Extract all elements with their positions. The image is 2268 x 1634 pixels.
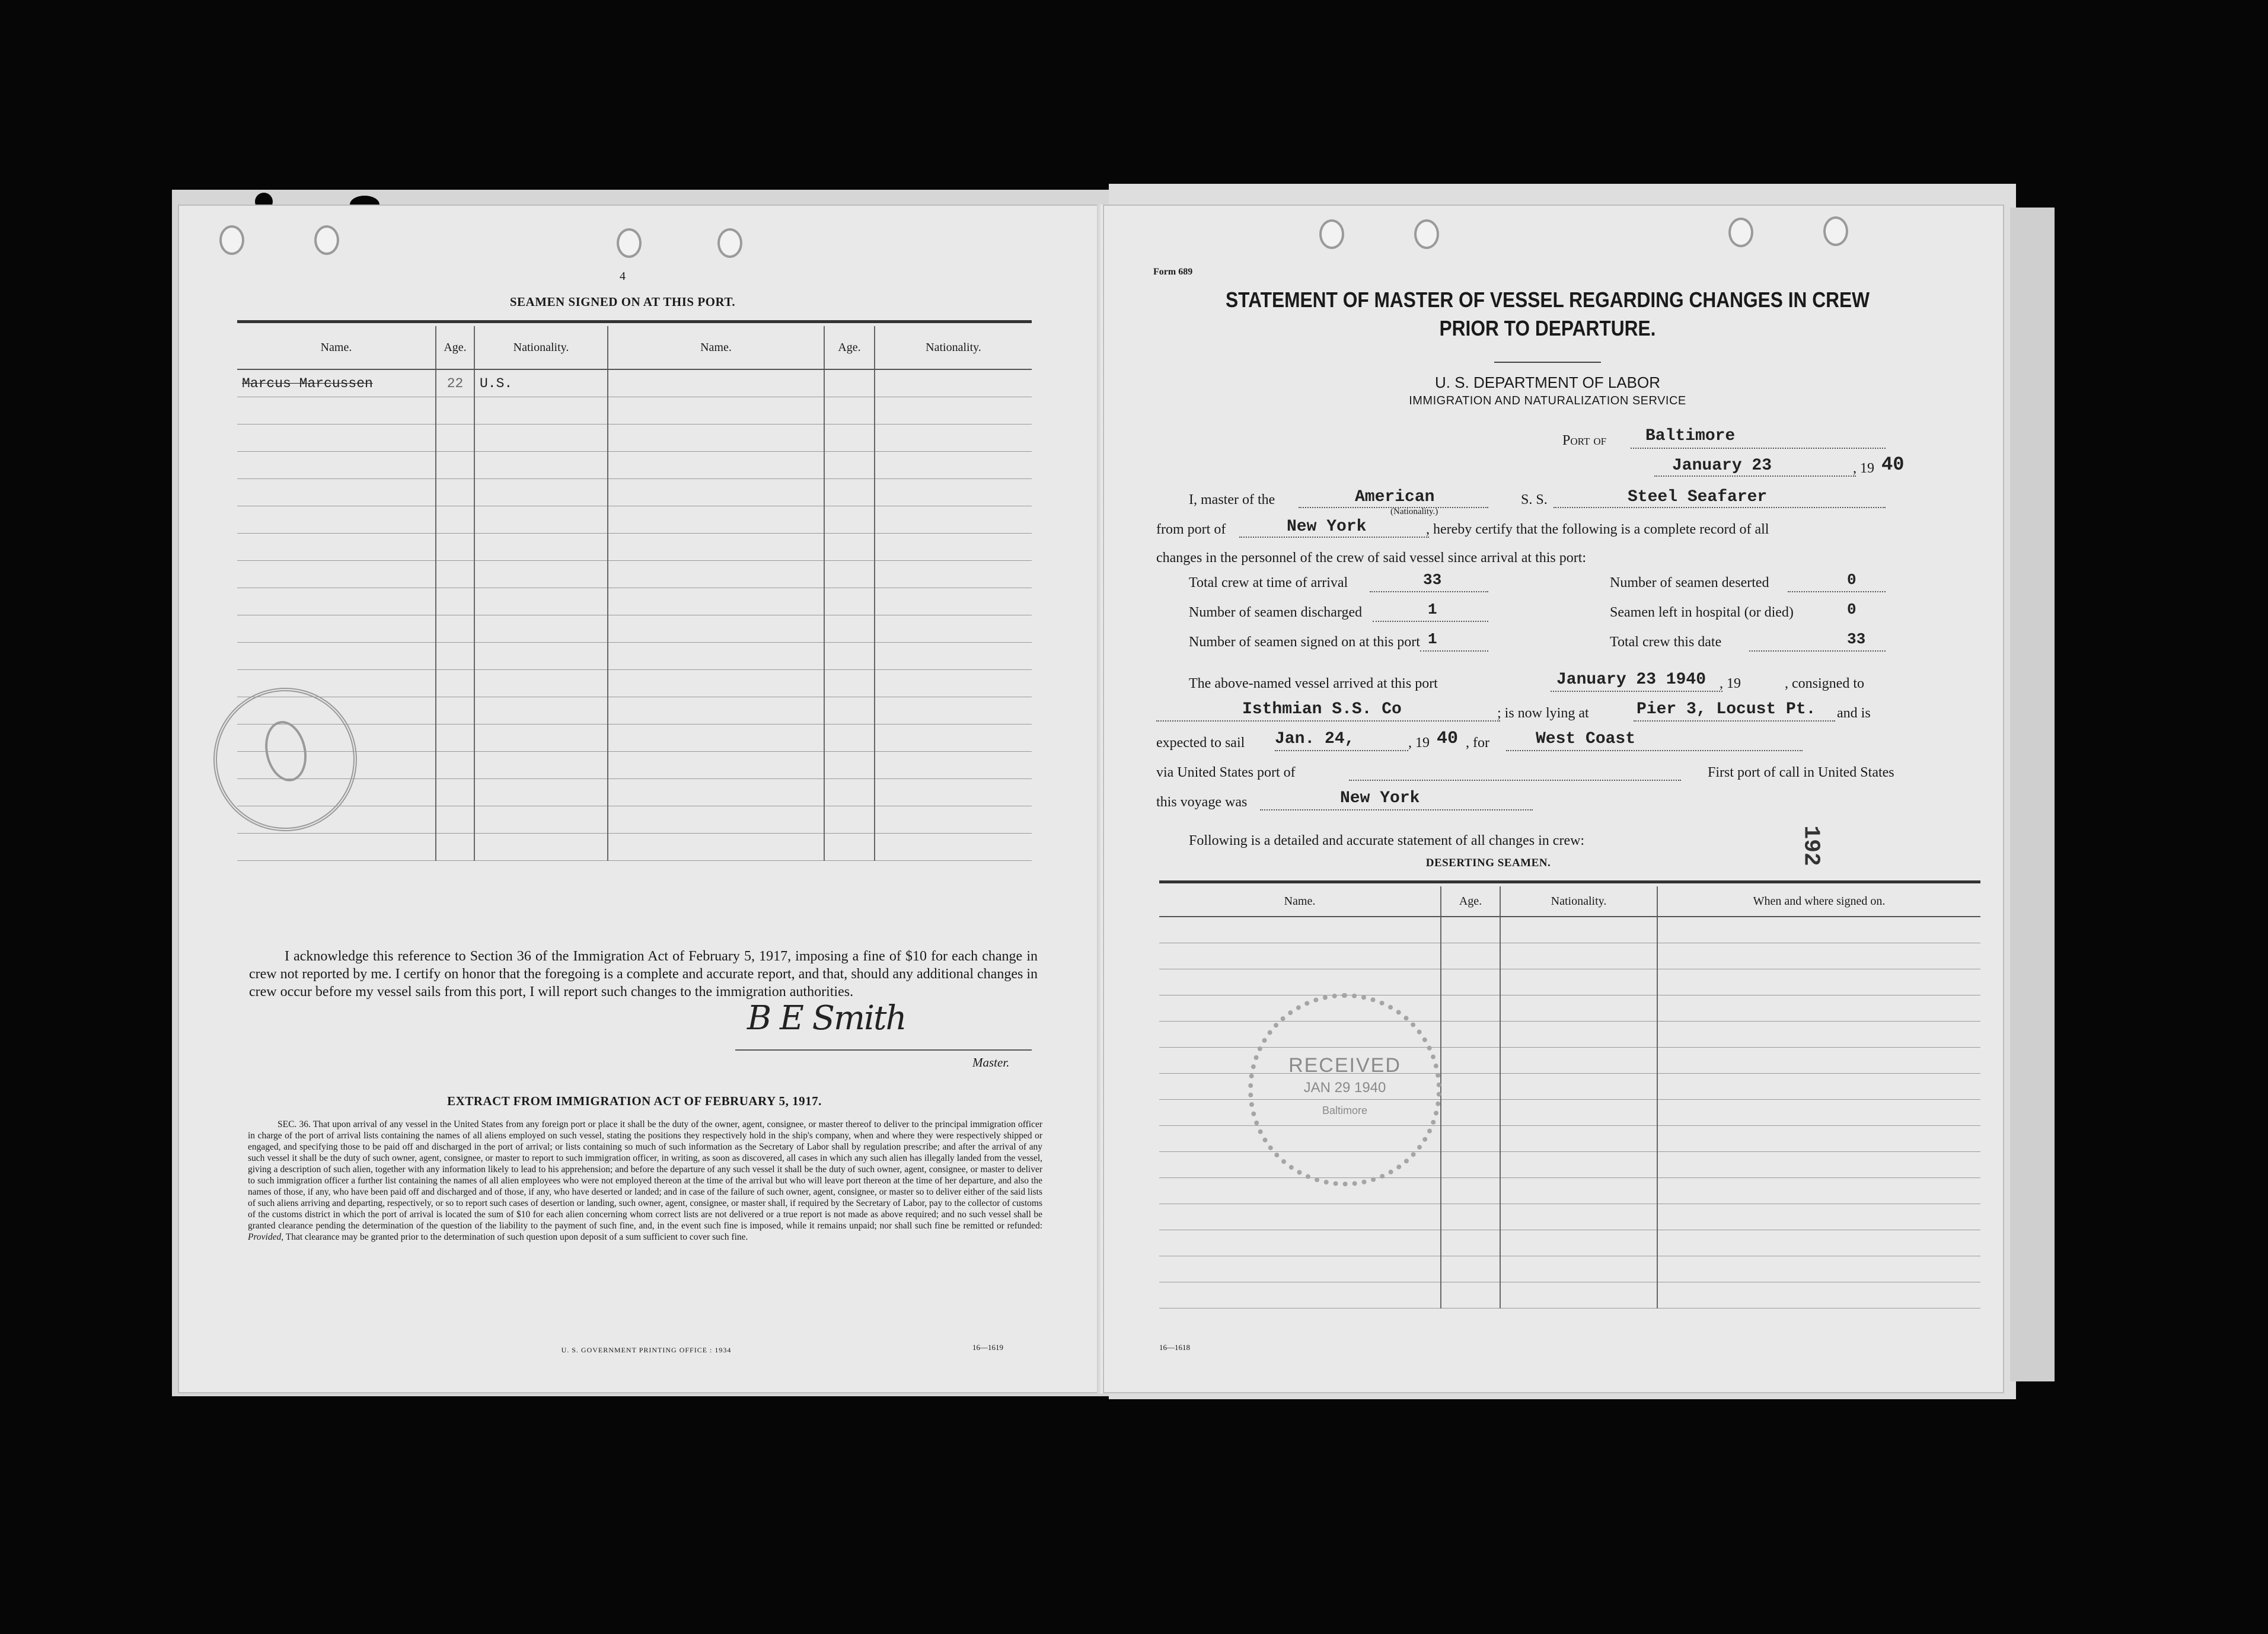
form-code: 16—1618 xyxy=(1159,1343,1190,1352)
extract-provided: Provided, xyxy=(248,1232,284,1242)
destination-line xyxy=(1506,750,1803,751)
expected-label: expected to sail xyxy=(1156,735,1245,751)
table-row xyxy=(237,561,1032,588)
first-port-line xyxy=(1260,809,1533,810)
deserted-label: Number of seamen deserted xyxy=(1610,575,1769,591)
table-row xyxy=(1159,1204,1980,1230)
col-header-nationality: Nationality. xyxy=(1500,886,1657,917)
deserted-value: 0 xyxy=(1847,571,1856,589)
from-port-label: from port of xyxy=(1156,522,1226,537)
date-value: January 23 xyxy=(1672,457,1772,475)
punch-hole xyxy=(219,225,244,255)
extract-tail: That clearance may be granted prior to the determination of such question upon deposit of a sum sufficient to cover such fine. xyxy=(285,1232,748,1242)
certify-text: , hereby certify that the following is a complete record of all xyxy=(1426,522,1769,537)
signed-on-label: Number of seamen signed on at this port xyxy=(1189,634,1420,650)
form-number: Form 689 xyxy=(1153,267,1193,277)
received-stamp xyxy=(1248,993,1441,1186)
deserting-top-rule xyxy=(1159,880,1980,883)
date-line xyxy=(1654,475,1856,477)
col-header-name: Name. xyxy=(237,326,436,369)
port-value: Baltimore xyxy=(1645,427,1736,445)
table-row xyxy=(237,670,1032,697)
consigned-label: , consigned to xyxy=(1785,676,1864,691)
year-prefix: , 19 xyxy=(1853,461,1874,476)
punch-hole xyxy=(1319,219,1344,249)
via-line xyxy=(1349,780,1681,781)
arrived-date: January 23 1940 xyxy=(1556,671,1706,689)
col-header-age: Age. xyxy=(824,326,875,369)
col-header-age: Age. xyxy=(1441,886,1500,917)
lying-label: ; is now lying at xyxy=(1497,706,1589,721)
form-code: 16—1619 xyxy=(972,1343,1003,1352)
col-header-nationality: Nationality. xyxy=(875,326,1032,369)
right-page xyxy=(1103,205,2004,1393)
signature-line xyxy=(735,1049,1032,1051)
printer-line: U. S. GOVERNMENT PRINTING OFFICE : 1934 xyxy=(561,1346,732,1354)
extract-text xyxy=(248,1119,1042,1243)
port-line xyxy=(1631,448,1886,449)
table-row xyxy=(237,697,1032,725)
table-row xyxy=(1159,1256,1980,1282)
table-row xyxy=(1159,1230,1980,1256)
total-crew-arrival-label: Total crew at time of arrival xyxy=(1189,575,1348,591)
sail-year: 40 xyxy=(1437,729,1459,749)
section-heading: SEAMEN SIGNED ON AT THIS PORT. xyxy=(509,295,736,309)
table-row xyxy=(1159,917,1980,943)
col-header-age: Age. xyxy=(436,326,474,369)
title-rule xyxy=(1494,362,1601,363)
hospital-value: 0 xyxy=(1847,601,1856,618)
vessel-name: Steel Seafarer xyxy=(1628,488,1768,506)
signature-role: Master. xyxy=(972,1055,1010,1070)
service-name: IMMIGRATION AND NATURALIZATION SERVICE xyxy=(1409,394,1686,407)
vessel-line xyxy=(1554,507,1886,508)
deserted-line xyxy=(1788,591,1886,592)
received-label: RECEIVED xyxy=(1288,1054,1401,1077)
master-of-label: I, master of the xyxy=(1189,492,1275,508)
punch-hole xyxy=(1823,216,1848,246)
arrived-label: The above-named vessel arrived at this port xyxy=(1189,676,1438,691)
discharged-line xyxy=(1373,621,1488,622)
from-port-value: New York xyxy=(1287,518,1367,536)
table-row xyxy=(237,534,1032,561)
back-sheet-edge xyxy=(2010,208,2055,1381)
first-port-value: New York xyxy=(1340,789,1420,808)
consignee-value: Isthmian S.S. Co xyxy=(1242,700,1402,719)
for-label: , for xyxy=(1466,735,1489,751)
first-port-label: First port of call in United States xyxy=(1708,765,1894,780)
table-row xyxy=(1159,1282,1980,1309)
hospital-label: Seamen left in hospital (or died) xyxy=(1610,605,1794,620)
department-name: U. S. DEPARTMENT OF LABOR xyxy=(1435,374,1660,391)
total-crew-date-value: 33 xyxy=(1847,630,1866,648)
table-row xyxy=(237,397,1032,425)
total-crew-date-label: Total crew this date xyxy=(1610,634,1722,650)
table-row xyxy=(237,479,1032,506)
discharged-value: 1 xyxy=(1428,601,1437,618)
berth-line xyxy=(1634,720,1835,722)
consignee-line xyxy=(1156,720,1500,722)
acknowledgment-text: I acknowledge this reference to Section 36 of the Immigration Act of February 5, 1917, imposing a fine of $10 for each change in crew not reported by me. I certify on honor that the foregoing is a complete and accurate report, and that, should any additional changes in crew occur before my vessel sails from this port, I will report such changes to the immigration authorities. xyxy=(249,949,1038,1000)
deserting-heading: DESERTING SEAMEN. xyxy=(1425,857,1551,869)
total-crew-date-line xyxy=(1749,650,1886,652)
col-header-name: Name. xyxy=(1159,886,1441,917)
table-row xyxy=(237,615,1032,643)
form-title: STATEMENT OF MASTER OF VESSEL REGARDING CHANGES IN CREW xyxy=(1226,288,1870,312)
table-row xyxy=(237,369,1032,397)
signed-on-line xyxy=(1420,650,1488,652)
table-row xyxy=(237,452,1032,479)
punch-hole xyxy=(1414,219,1439,249)
table-row xyxy=(237,806,1032,834)
form-subtitle: PRIOR TO DEPARTURE. xyxy=(1439,316,1656,340)
sail-date-line xyxy=(1275,750,1408,751)
received-place: Baltimore xyxy=(1322,1105,1368,1116)
table-row xyxy=(237,834,1032,861)
seaman-name: Marcus Marcussen xyxy=(237,369,436,397)
col-header-nationality: Nationality. xyxy=(474,326,608,369)
following-text: Following is a detailed and accurate statement of all changes in crew: xyxy=(1189,833,1585,848)
nationality-value: American xyxy=(1355,488,1435,506)
arrived-line xyxy=(1551,691,1722,692)
left-page xyxy=(178,205,1103,1393)
punch-hole xyxy=(717,228,742,258)
table-top-rule xyxy=(237,320,1032,323)
seamen-signed-on-table xyxy=(237,326,1032,861)
this-voyage-label: this voyage was xyxy=(1156,794,1248,810)
year-suffix: 40 xyxy=(1881,454,1905,475)
seaman-age: 22 xyxy=(436,369,474,397)
page-number: 4 xyxy=(620,270,626,283)
page-stamp-number: 192 xyxy=(1798,825,1824,866)
destination-value: West Coast xyxy=(1536,730,1636,748)
received-date: JAN 29 1940 xyxy=(1303,1080,1386,1096)
punch-hole xyxy=(314,225,339,255)
table-row xyxy=(237,425,1032,452)
nationality-caption: (Nationality.) xyxy=(1390,507,1438,516)
col-header-when-where: When and where signed on. xyxy=(1657,886,1980,917)
total-crew-arrival-value: 33 xyxy=(1423,571,1442,589)
extract-body: SEC. 36. That upon arrival of any vessel in the United States from any foreign port or place it shall be the duty of the owner, agent, consignee, or master thereof to deliver to the principal immigration officer in charge of the port of arrival lists containing the names of all aliens employed on such vessel, stating the positions they respectively hold in the ship's company, when and where they were respectively shipped or engaged, and specifying those to be paid off and discharged in the port of arrival; or lists containing so much of such information as the Secretary of Labor shall by regulation prescribe; and after the arrival of any such vessel it shall be the duty of such owner, agent, consignee, or master to report to such immigration officer, in writing, as soon as discovered, all cases in which any such alien has illegally landed from the vessel, giving a description of such alien, together with any information likely to lead to his apprehension; and before the departure of any such vessel it shall be the duty of such owner, agent, consignee, or master to deliver to such immigration officer a further list containing the names of all alien employees who were not employed thereon at the time of the arrival but who will leave port thereon at the time of her departure, and also the names of those, if any, who have been paid off and discharged and of those, if any, who have deserted or landed; and in case of the failure of such owner, agent, consignee, or master so to deliver either of the said lists of such aliens arriving and departing, respectively, or so to report such cases of desertion or landing, such owner, agent, consignee, or master shall, if required by the Secretary of Labor, pay to the collector of customs of the customs district in which the port of arrival is located the sum of $10 for each alien concerning whom correct lists are not delivered or a true report is not made as above required; and no such vessel shall be granted clearance pending the determination of the question of the liability to the payment of such fine, and, in the event such fine is imposed, while it remains unpaid; nor shall such fine be remitted or refunded: xyxy=(248,1119,1042,1231)
via-label: via United States port of xyxy=(1156,765,1296,780)
total-crew-arrival-line xyxy=(1370,591,1488,592)
table-row xyxy=(237,643,1032,670)
table-row xyxy=(237,725,1032,752)
berth-value: Pier 3, Locust Pt. xyxy=(1637,700,1816,719)
signed-on-value: 1 xyxy=(1428,630,1437,648)
seaman-nationality: U.S. xyxy=(474,369,608,397)
sail-date: Jan. 24, xyxy=(1275,730,1355,748)
sail-year-prefix: , 19 xyxy=(1408,735,1430,751)
and-is-label: and is xyxy=(1837,706,1871,721)
ss-label: S. S. xyxy=(1521,492,1548,508)
discharged-label: Number of seamen discharged xyxy=(1189,605,1363,620)
changes-text: changes in the personnel of the crew of said vessel since arrival at this port: xyxy=(1156,550,1587,566)
port-label: Port of xyxy=(1562,433,1607,448)
signature: B E Smith xyxy=(747,999,906,1038)
table-row xyxy=(1159,1178,1980,1204)
punch-hole xyxy=(617,228,642,258)
extract-title: EXTRACT FROM IMMIGRATION ACT OF FEBRUARY 5, 1917. xyxy=(447,1094,822,1108)
punch-hole xyxy=(1728,218,1753,247)
table-row xyxy=(237,506,1032,534)
from-port-line xyxy=(1239,537,1429,538)
arrived-year-label: , 19 xyxy=(1720,676,1741,691)
table-row xyxy=(237,779,1032,806)
table-row xyxy=(237,588,1032,615)
table-row xyxy=(1159,943,1980,969)
table-row xyxy=(1159,969,1980,995)
col-header-name: Name. xyxy=(608,326,824,369)
